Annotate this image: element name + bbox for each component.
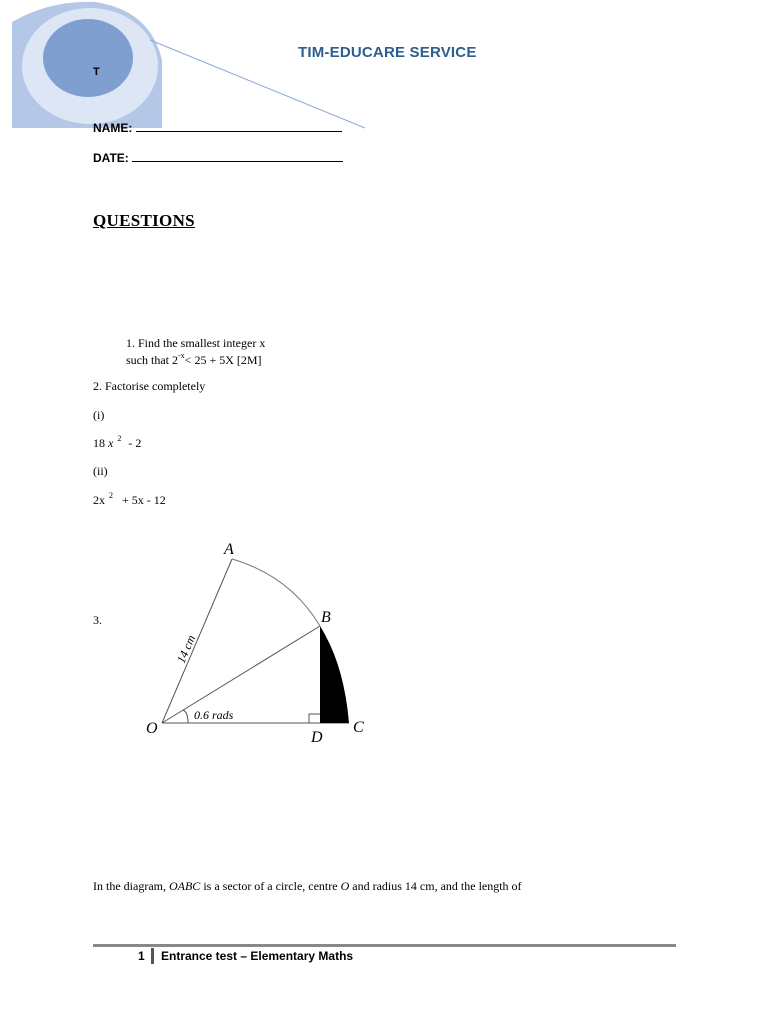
logo-letter: T <box>93 66 100 78</box>
shaded-region-bdc <box>320 626 349 723</box>
name-blank-line <box>136 120 342 132</box>
page-title: TIM-EDUCARE SERVICE <box>298 44 477 61</box>
question-2-part-ii-label: (ii) <box>93 464 108 478</box>
q1-exponent: -x <box>178 351 185 360</box>
label-b: B <box>321 609 331 626</box>
radius-label: 14 cm <box>173 633 199 666</box>
date-blank-line <box>132 150 343 162</box>
footer-rule <box>93 944 676 947</box>
q1-suffix: < 25 + 5X [2M] <box>184 353 262 367</box>
q3-text-centre: O <box>340 879 350 893</box>
name-label: NAME: <box>93 121 133 135</box>
right-angle-mark <box>309 714 320 723</box>
q2ii-lead: 2x <box>93 493 105 507</box>
footer-separator <box>151 948 154 964</box>
label-a: A <box>224 541 234 558</box>
footer-title: Entrance test – Elementary Maths <box>161 949 354 963</box>
angle-arc <box>183 710 188 723</box>
section-heading: QUESTIONS <box>93 211 195 230</box>
q2i-exponent: 2 <box>117 434 122 443</box>
question-1-line-1: 1. Find the smallest integer x <box>126 336 266 350</box>
label-o: O <box>146 720 158 737</box>
question-3-text <box>93 879 522 894</box>
arc-ab <box>232 559 320 626</box>
logo-inner-circle <box>43 19 133 97</box>
name-field <box>93 120 342 135</box>
q2ii-mid: + 5x - 12 <box>122 493 166 507</box>
footer-page-number: 1 <box>138 949 145 963</box>
question-2-part-ii-expression <box>93 492 166 508</box>
q3-text-sector: OABC <box>168 879 201 893</box>
question-2-part-i-expression <box>93 435 141 451</box>
q3-text-suffix: and radius 14 cm, and the length of <box>352 879 522 893</box>
label-d: D <box>311 729 323 746</box>
angle-label: 0.6 rads <box>194 708 234 722</box>
question-2-part-i-label: (i) <box>93 408 105 422</box>
label-c: C <box>353 719 364 736</box>
q2i-tail: - 2 <box>128 436 142 450</box>
logo-graphic <box>0 0 380 140</box>
q2i-coef: 18 <box>93 436 105 450</box>
question-1-line-2 <box>126 352 262 368</box>
date-field <box>93 150 343 165</box>
q2i-variable: x <box>108 436 114 450</box>
q3-text-middle: is a sector of a circle, centre <box>203 879 338 893</box>
question-2-prompt: 2. Factorise completely <box>93 379 206 393</box>
sector-diagram <box>140 534 425 754</box>
q1-prefix: such that 2 <box>126 353 178 367</box>
date-label: DATE: <box>93 151 129 165</box>
q2ii-exponent: 2 <box>109 491 113 500</box>
q3-text-prefix: In the diagram, <box>93 879 166 893</box>
question-3-number: 3. <box>93 613 102 627</box>
